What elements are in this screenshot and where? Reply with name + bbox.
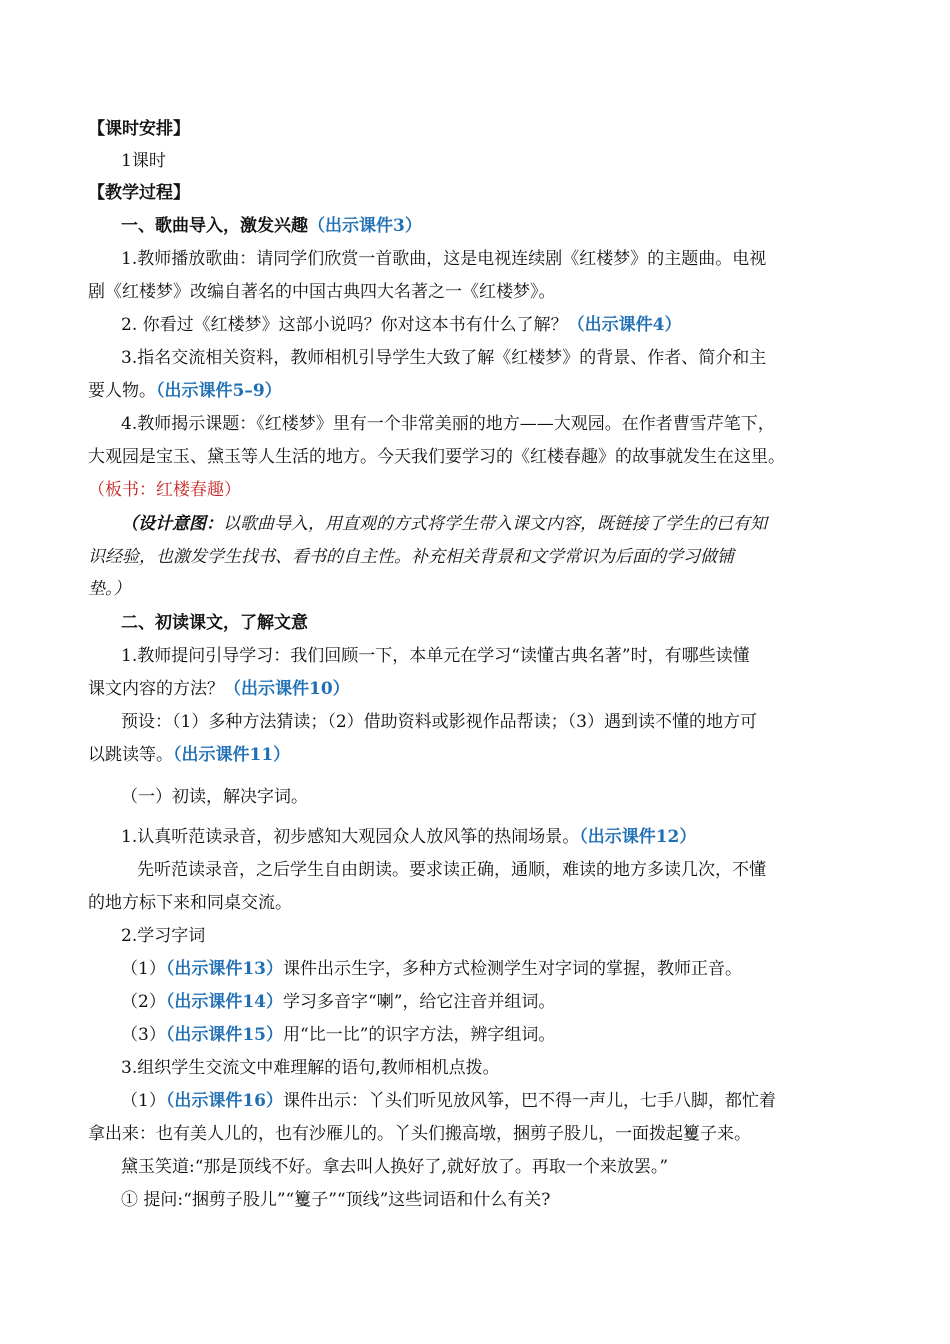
word-item2-num: （2） bbox=[121, 992, 166, 1012]
sub-heading-first-read: （一）初读，解决字词。 bbox=[121, 787, 308, 807]
question-1: ① 提问:“捆剪子股儿”“籰子”“顶线”这些词语和什么有关? bbox=[121, 1190, 551, 1210]
design-intent-label: （设计意图： bbox=[121, 514, 223, 534]
part1-p2-line bbox=[121, 314, 901, 336]
word-item3 bbox=[121, 1024, 901, 1046]
sentence-item1-line2: 拿出来：也有美人儿的，也有沙雁儿的。丫头们搬高墩，捆剪子股儿，一面拨起籰子来。 bbox=[88, 1124, 751, 1144]
sentence-item1-ref: （出示课件16） bbox=[165, 1091, 283, 1111]
part1-title: 一、歌曲导入，激发兴趣 bbox=[121, 216, 308, 236]
word-item2 bbox=[121, 991, 901, 1013]
part2-p1-line2-wrap bbox=[88, 678, 868, 700]
part1-p3-line2: 要人物。 bbox=[88, 381, 156, 401]
part1-p3-line1: 3.指名交流相关资料，教师相机引导学生大致了解《红楼梦》的背景、作者、简介和主 bbox=[121, 348, 767, 368]
schedule-value: 1课时 bbox=[121, 151, 166, 171]
design-intent-line1 bbox=[121, 513, 901, 535]
schedule-heading: 【课时安排】 bbox=[88, 119, 190, 139]
part1-p4-line2: 大观园是宝玉、黛玉等人生活的地方。今天我们要学习的《红楼春趣》的故事就发生在这里。 bbox=[88, 447, 785, 467]
part1-p3-line2-wrap bbox=[88, 380, 868, 402]
part2-p1-line2: 课文内容的方法？ bbox=[88, 679, 224, 699]
word-item3-text: 用“比一比”的识字方法，辨字组词。 bbox=[283, 1025, 556, 1045]
read-step3: 3.组织学生交流文中难理解的语句,教师相机点拨。 bbox=[121, 1058, 500, 1078]
process-heading: 【教学过程】 bbox=[88, 183, 190, 203]
sentence-item1-num: （1） bbox=[121, 1091, 166, 1111]
word-item1 bbox=[121, 958, 901, 980]
design-intent-line2: 识经验，也激发学生找书、看书的自主性。补充相关背景和文学常识为后面的学习做铺 bbox=[88, 547, 734, 567]
read-step2: 2.学习字词 bbox=[121, 926, 206, 946]
read-step1-detail2: 的地方标下来和同桌交流。 bbox=[88, 893, 292, 913]
part1-p2-ref: （出示课件4） bbox=[567, 315, 682, 335]
sentence-item1 bbox=[121, 1090, 901, 1112]
daiyu-quote: 黛玉笑道:“那是顶线不好。拿去叫人换好了,就好放了。再取一个来放罢。” bbox=[121, 1157, 669, 1177]
part1-p1-line2: 剧《红楼梦》改编自著名的中国古典四大名著之一《红楼梦》。 bbox=[88, 282, 556, 302]
board-note: （板书：红楼春趣） bbox=[88, 480, 241, 500]
preset-ref: （出示课件11） bbox=[173, 745, 291, 765]
part2-p1-ref: （出示课件10） bbox=[224, 679, 350, 699]
part1-p4-line1: 4.教师揭示课题：《红楼梦》里有一个非常美丽的地方——大观园。在作者曹雪芹笔下， bbox=[121, 414, 775, 434]
read-step1-ref: （出示课件12） bbox=[579, 827, 697, 847]
part1-title-ref: （出示课件3） bbox=[308, 216, 422, 236]
part1-p1-line1: 1.教师播放歌曲：请同学们欣赏一首歌曲，这是电视连续剧《红楼梦》的主题曲。电视 bbox=[121, 249, 767, 269]
read-step1-line bbox=[121, 826, 901, 848]
preset-line2: 以跳读等。 bbox=[88, 745, 173, 765]
sentence-item1-text: 课件出示：丫头们听见放风筝，巴不得一声儿，七手八脚，都忙着 bbox=[283, 1091, 776, 1111]
word-item2-ref: （出示课件14） bbox=[165, 992, 283, 1012]
read-step1-detail1: 先听范读录音，之后学生自由朗读。要求读正确，通顺，难读的地方多读几次，不懂 bbox=[137, 860, 766, 880]
part1-title-line bbox=[121, 215, 901, 237]
preset-line2-wrap bbox=[88, 744, 868, 766]
part1-p3-ref: （出示课件5–9） bbox=[156, 381, 282, 401]
read-step1-text: 1.认真听范读录音，初步感知大观园众人放风筝的热闹场景。 bbox=[121, 827, 580, 847]
part2-title: 二、初读课文，了解文意 bbox=[121, 613, 308, 633]
part1-p2-text: 2. 你看过《红楼梦》这部小说吗？你对这本书有什么了解？ bbox=[121, 315, 568, 335]
part2-p1-line1: 1.教师提问引导学习：我们回顾一下，本单元在学习“读懂古典名著”时，有哪些读懂 bbox=[121, 646, 750, 666]
design-intent-text1: 以歌曲导入，用直观的方式将学生带入课文内容，既链接了学生的已有知 bbox=[223, 514, 767, 534]
word-item1-ref: （出示课件13） bbox=[165, 959, 283, 979]
word-item1-text: 课件出示生字，多种方式检测学生对字词的掌握，教师正音。 bbox=[283, 959, 742, 979]
word-item2-text: 学习多音字“喇”，给它注音并组词。 bbox=[283, 992, 556, 1012]
word-item3-num: （3） bbox=[121, 1025, 166, 1045]
word-item1-num: （1） bbox=[121, 959, 166, 979]
design-intent-line3: 垫。） bbox=[88, 579, 131, 599]
preset-line1: 预设：（1）多种方法猜读；（2）借助资料或影视作品帮读；（3）遇到读不懂的地方可 bbox=[121, 712, 757, 732]
word-item3-ref: （出示课件15） bbox=[165, 1025, 283, 1045]
